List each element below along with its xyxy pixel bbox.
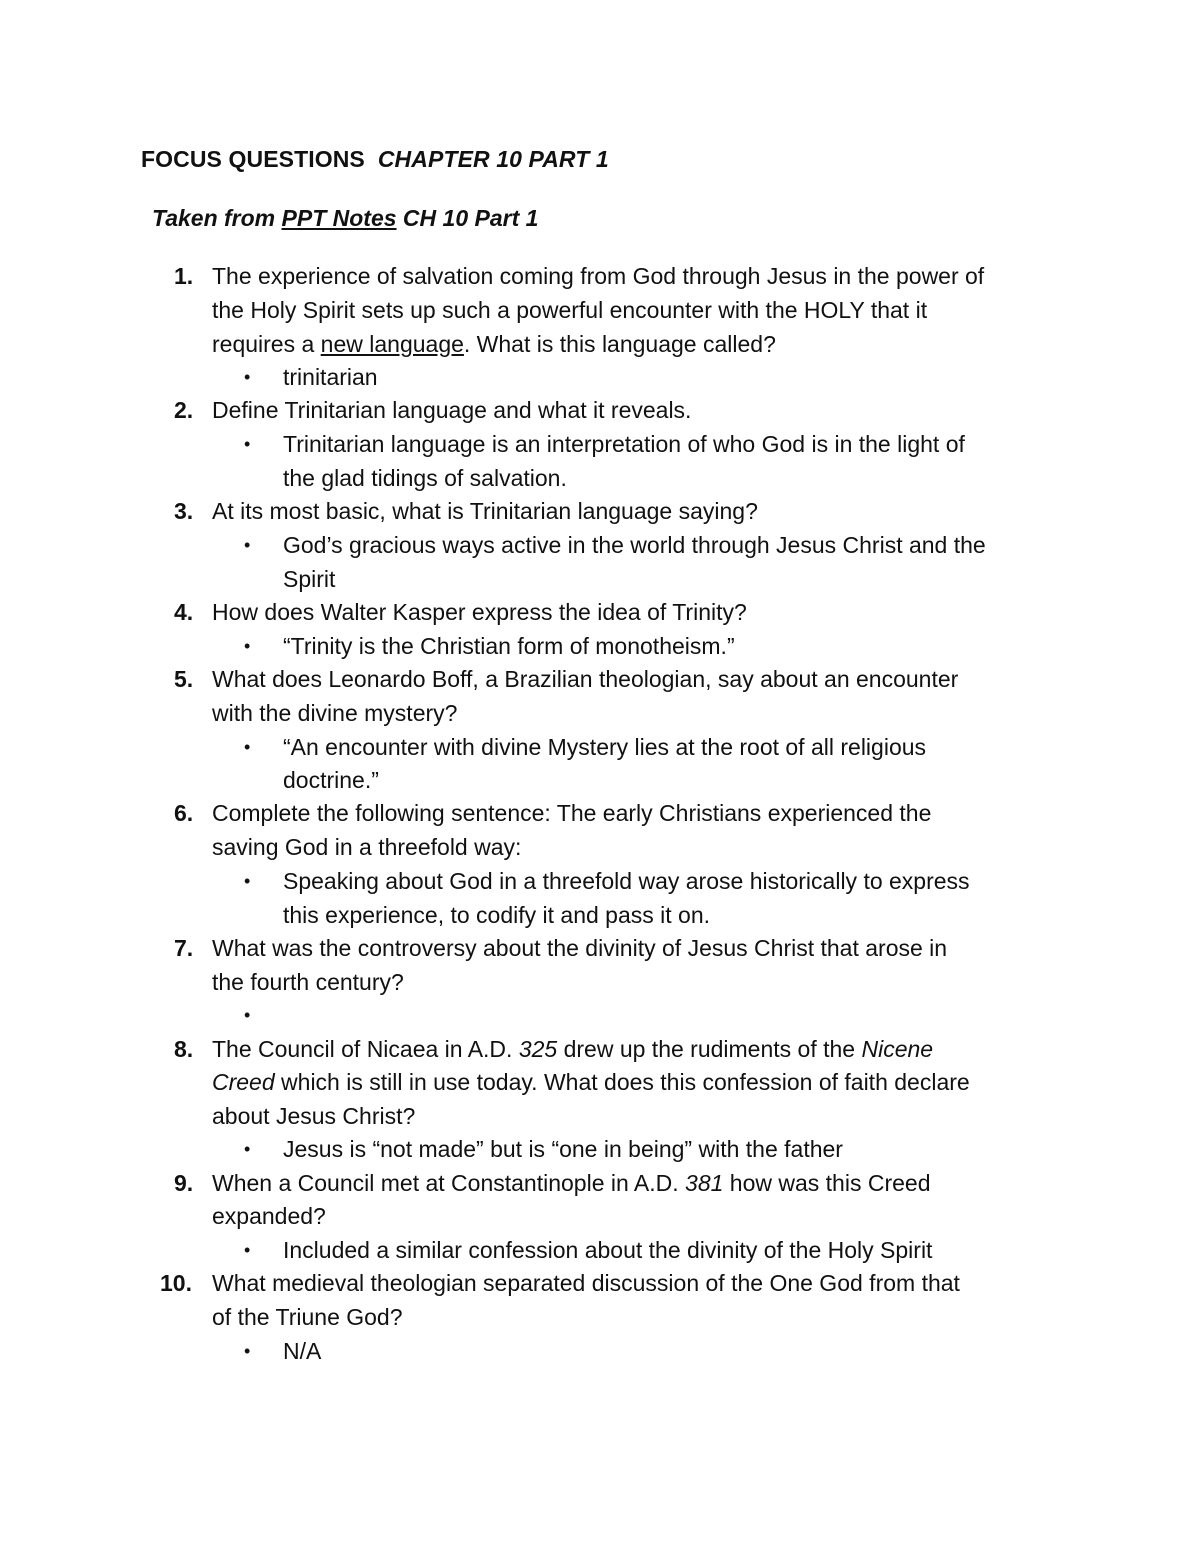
question-7-line-1: What was the controversy about the divinity of Jesus Christ that arose in <box>212 935 948 961</box>
question-2-line-1: Define Trinitarian language and what it reveals. <box>212 397 692 423</box>
answer-6-line-2: this experience, to codify it and pass it on. <box>283 902 711 928</box>
question-7-line-2: the fourth century? <box>212 969 404 995</box>
answer-9: Included a similar confession about the divinity of the Holy Spirit <box>283 1237 933 1263</box>
answer-2-line-2: the glad tidings of salvation. <box>283 465 567 491</box>
question-number-5: 5. <box>174 666 194 692</box>
question-number-9: 9. <box>174 1170 194 1196</box>
question-6-line-2: saving God in a threefold way: <box>212 834 522 860</box>
title-chapter: CHAPTER 10 PART 1 <box>377 146 609 172</box>
bullet-icon: • <box>244 1139 251 1159</box>
question-10-line-2: of the Triune God? <box>212 1304 403 1330</box>
answer-5-line-2: doctrine.” <box>283 767 379 793</box>
answer-2-line-1: Trinitarian language is an interpretation of who God is in the light of <box>283 431 965 457</box>
question-1-line-1: The experience of salvation coming from God through Jesus in the power of <box>212 263 985 289</box>
question-1-line-2: the Holy Spirit sets up such a powerful encounter with the HOLY that it <box>212 297 928 323</box>
bullet-icon: • <box>244 1240 251 1260</box>
question-8-line-2: Creed which is still in use today. What does this confession of faith declare <box>212 1069 970 1095</box>
question-number-7: 7. <box>174 935 194 961</box>
question-8-line-1: The Council of Nicaea in A.D. 325 drew up the rudiments of the Nicene <box>212 1036 934 1062</box>
question-6-line-1: Complete the following sentence: The early Christians experienced the <box>212 800 932 826</box>
question-number-4: 4. <box>174 599 194 625</box>
bullet-icon: • <box>244 871 251 891</box>
question-number-6: 6. <box>174 800 194 826</box>
question-10-line-1: What medieval theologian separated discussion of the One God from that <box>212 1270 960 1296</box>
title-main: FOCUS QUESTIONS <box>141 146 365 172</box>
bullet-icon: • <box>244 367 251 387</box>
page-subtitle: Taken from PPT Notes CH 10 Part 1 <box>152 205 539 231</box>
question-3-line-1: At its most basic, what is Trinitarian language saying? <box>212 498 758 524</box>
question-9-line-2: expanded? <box>212 1203 326 1229</box>
bullet-icon: • <box>244 434 251 454</box>
bullet-icon: • <box>244 1341 251 1361</box>
bullet-icon: • <box>244 1005 251 1025</box>
question-9-line-1: When a Council met at Constantinople in A.D. 381 how was this Creed <box>212 1170 931 1196</box>
ppt-notes-link: PPT Notes <box>281 205 397 231</box>
answer-5-line-1: “An encounter with divine Mystery lies at the root of all religious <box>283 734 927 760</box>
question-5-line-2: with the divine mystery? <box>212 700 458 726</box>
answer-4: “Trinity is the Christian form of monotheism.” <box>283 633 735 659</box>
question-1-line-3: requires a new language. What is this language called? <box>212 331 776 357</box>
answer-1: trinitarian <box>283 364 378 390</box>
question-number-10: 10. <box>160 1270 192 1296</box>
bullet-icon: • <box>244 737 251 757</box>
page-title <box>141 146 609 173</box>
question-5-line-1: What does Leonardo Boff, a Brazilian theologian, say about an encounter <box>212 666 959 692</box>
answer-3-line-1: God’s gracious ways active in the world through Jesus Christ and the <box>283 532 986 558</box>
question-4-line-1: How does Walter Kasper express the idea of Trinity? <box>212 599 747 625</box>
answer-10: N/A <box>283 1338 322 1364</box>
answer-6-line-1: Speaking about God in a threefold way arose historically to express <box>283 868 970 894</box>
question-number-1: 1. <box>174 263 194 289</box>
bullet-icon: • <box>244 535 251 555</box>
answer-3-line-2: Spirit <box>283 566 336 592</box>
answer-8: Jesus is “not made” but is “one in being” with the father <box>283 1136 843 1162</box>
question-number-8: 8. <box>174 1036 194 1062</box>
question-number-3: 3. <box>174 498 194 524</box>
question-number-2: 2. <box>174 397 194 423</box>
question-8-line-3: about Jesus Christ? <box>212 1103 416 1129</box>
bullet-icon: • <box>244 636 251 656</box>
